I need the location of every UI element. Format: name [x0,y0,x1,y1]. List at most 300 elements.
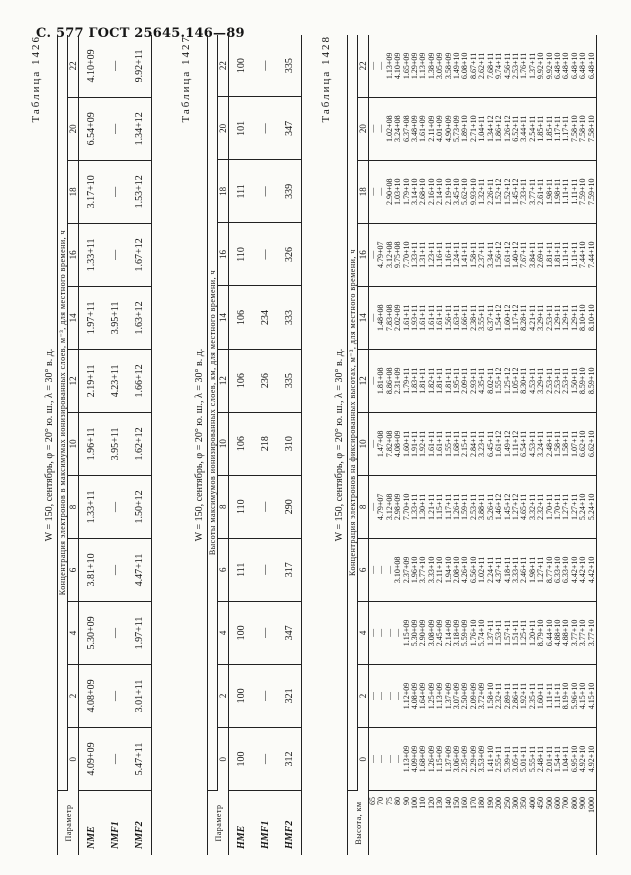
table-cell: 2.53+11 [510,52,520,79]
row-label: HME [235,825,247,849]
table-cell: 6.62+10 [586,430,596,458]
table-cell: 9.74+11 [494,52,504,79]
table-cell: — [368,628,377,637]
table-cell: 1.13+09 [418,52,428,80]
table-cell: 1.79+10 [401,178,411,205]
param-header: Параметр [208,791,229,856]
table-cell: 1.96+11 [79,412,104,475]
table-cell: 1.16+11 [435,241,445,268]
column-header-row [218,35,229,855]
table-cell: 3.77+10 [418,556,428,584]
row-label: HMF2 [283,820,295,849]
table-cell: 2.01+11 [544,745,554,773]
height-value: 300 [510,797,520,809]
table-cell: 1.11+11 [561,178,571,205]
table-cell: 2.98+09 [393,493,403,521]
table-cell: 4.42+10 [569,556,579,584]
table-cell: 1.53+12 [127,160,152,223]
table-cell: 1.37+09 [443,682,453,710]
data-column [369,349,597,412]
table-cell: 4.47+11 [127,538,152,601]
table-cell: 3.33+11 [510,556,520,583]
table-cell: 100 [229,35,254,97]
table-cell: 1.81+11 [443,367,453,394]
column-header: 18 [68,160,79,223]
table-cell: 7.59+10 [578,178,588,205]
table-1428 [347,35,597,855]
table-cell: 1.67+12 [127,223,152,286]
table-cell: 1.68+09 [418,745,428,773]
table-cell: 3.32+11 [527,493,537,520]
table-cell: 8.19+10 [561,682,571,710]
column-header: 22 [68,35,79,97]
table-cell: 3.45+10 [452,178,462,205]
table-cell: 1.98+11 [544,178,554,205]
table-cell: 2.37+11 [477,241,487,268]
table-cell: 8.10+10 [586,304,596,332]
table-cell: 8.02+11 [485,367,495,394]
table-cell: 5.24+10 [578,493,588,521]
table-cell: 3.77+10 [586,619,596,647]
table-cell: — [103,35,127,97]
table-cell: 2.02+09 [393,304,403,332]
table-cell: 5.01+11 [519,745,529,773]
table-cell: — [368,61,377,70]
table-cell: 1.25+12 [502,367,512,395]
table-1428-section [320,35,596,855]
column-header: 14 [358,286,369,349]
table-cell: 310 [277,412,302,475]
table-cell: 1.03+10 [393,178,403,205]
table-cell: 3.06+09 [452,745,462,773]
table-cell: 2.32+11 [494,682,504,710]
table-cell: 1.53+11 [494,619,504,647]
table-cell: 2.08+10 [452,556,462,584]
table-cell: 1.47+08 [376,430,386,458]
rotated-tables [30,35,596,855]
height-value: 180 [477,797,487,809]
table-cell: 1.64+09 [418,682,428,710]
table-cell: 1.66+12 [127,349,152,412]
table-cell: 3.95+11 [103,412,127,475]
table-cell: 1.82+11 [426,367,436,394]
height-value: 130 [435,797,445,809]
data-column [369,475,597,538]
table-cell: 1.60+11 [401,430,411,457]
table-cell: — [376,124,386,133]
table-cell: 6.37+11 [485,304,495,331]
table-cell: — [393,628,403,637]
table-cell: 8.30+11 [519,367,529,394]
table-cell: 1.51+11 [510,619,520,647]
table-row [79,35,104,855]
table-cell: 1.34+12 [127,97,152,160]
table-cell: 8.28+11 [519,304,529,331]
table-cell: 1.30+11 [418,493,428,520]
table-cell: — [384,691,394,700]
table-cell: 2.14+09 [443,619,453,647]
table-cell: 1.92+11 [418,430,428,457]
table-cell: 8.79+10 [536,619,546,647]
table-cell: 2.35+11 [527,682,537,710]
table-cell: 1.45+12 [510,178,520,205]
table-cell: — [376,691,386,700]
table-cell: 3.53+09 [477,745,487,773]
table-cell: 321 [277,664,302,727]
table-cell: 1.89+10 [460,115,470,142]
table-cell: — [384,628,394,637]
table-cell: 1.66+11 [460,304,470,331]
table-cell: 1.61+11 [426,430,436,457]
table-cell: 7.58+10 [586,115,596,142]
height-value: 450 [536,797,546,809]
table-cell: 1.40+12 [510,241,520,268]
table-cell: 106 [229,412,254,475]
table-cell: 4.10+09 [393,52,403,80]
table-cell: 2.19+11 [79,349,104,412]
page-header: С. 577 ГОСТ 25645.146—89 [36,26,245,41]
table-cell: 2.37+09 [401,556,411,584]
table-cell: 4.42+10 [586,556,596,584]
table-cell: 1.62+12 [127,412,152,475]
table-cell: 1.04+11 [477,115,487,142]
table-cell: 335 [277,349,302,412]
table-cell: 1.63+12 [127,286,152,349]
table-cell: 218 [253,412,277,475]
table-cell: — [393,691,403,700]
column-header: 22 [358,35,369,97]
height-value: 140 [443,797,453,809]
table-cell: 1.85+11 [544,115,554,142]
data-column [369,97,597,160]
table-cell: 1.97+11 [79,286,104,349]
table-cell: 1.02+11 [477,556,487,583]
span-header: Высоты максимумов ионизированных слоев, км, для местного времени, ч [208,35,218,791]
table-cell: 1.49+10 [452,52,462,80]
table-caption: Таблица 1426 [30,35,42,123]
row-label: NMF2 [133,821,145,849]
row-label: NMF1 [109,821,121,849]
table-cell: 3.18+09 [452,619,462,647]
table-cell: 2.26+11 [485,178,495,205]
table-cell: — [103,601,127,664]
table-cell: — [368,313,377,322]
table-cell: 1.15+09 [435,745,445,773]
column-header: 18 [218,160,229,223]
table-cell: 1.52+12 [494,178,504,205]
table-cell: 6.48+10 [569,52,579,80]
table-title: W = 150, сентябрь, φ = 20° ю. ш., λ = 30° в. д. [194,348,205,542]
height-value: 70 [376,797,386,805]
table-cell: 1.60+11 [536,682,546,710]
table-cell: 7.82+08 [384,430,394,458]
table-cell: 4.18+11 [502,556,512,583]
table-row [127,35,152,855]
column-header: 12 [358,349,369,412]
table-cell: 2.55+11 [494,745,504,773]
table-cell: 1.60+12 [502,304,512,332]
table-cell: 8.86+08 [384,367,394,395]
table-cell: 1.17+12 [510,304,520,332]
table-cell: 4.65+11 [519,493,529,520]
table-cell: 1.12+09 [401,682,411,710]
table-cell: — [253,664,277,727]
table-cell: 1.83+11 [410,367,420,394]
table-cell: 6.48+10 [561,52,571,80]
table-cell: 1.79+11 [401,367,411,394]
column-header: 0 [218,727,229,790]
column-header: 20 [68,97,79,160]
table-cell: 5.26+11 [485,493,495,520]
table-cell: 1.24+11 [452,241,462,268]
data-column [369,223,597,286]
table-cell: 6.33+10 [552,556,562,584]
table-cell: — [103,475,127,538]
table-title: W = 150, сентябрь, φ = 20° ю. ш., λ = 30° в. д. [44,348,55,542]
table-cell: 1.34+12 [485,115,495,142]
table-cell: — [368,376,377,385]
table-cell: 3.77+10 [569,619,579,647]
table-cell: 1.81+11 [552,241,562,268]
table-cell: 2.48+11 [544,430,554,457]
table-cell: 1.76+11 [519,52,529,79]
table-cell: 1.23+11 [426,241,436,268]
span-header: Концентрация электронов в максимумах ионизированных слоев, м⁻³, для местного времени, ч [58,35,68,791]
table-cell: 1.70+11 [544,493,554,520]
table-cell: 7.33+11 [519,178,529,205]
table-cell: 4.21+11 [527,304,537,331]
table-cell: 6.44+10 [544,619,554,647]
table-cell: 3.29+11 [536,367,546,394]
table-cell: 1.54+12 [494,304,504,332]
table-cell: 290 [277,475,302,538]
table-cell: 1.11+11 [544,683,554,709]
table-cell: 9.92+11 [127,35,152,97]
table-cell: 5.47+11 [127,727,152,790]
column-header: 10 [68,412,79,475]
table-cell: 2.61+11 [536,178,546,205]
table-cell: 2.53+11 [552,367,562,394]
table-cell: — [384,565,394,574]
table-cell: 6.37+08 [401,115,411,142]
table-cell: 4.37+11 [494,556,504,583]
table-cell: 1.81+11 [435,367,445,394]
table-cell: 1.13+09 [401,745,411,773]
table-cell: 6.52+11 [510,115,520,142]
table-cell: 1.29+11 [561,304,571,331]
table-cell: 1.07+11 [569,430,579,457]
table-cell: 5.62+10 [460,178,470,205]
table-cell: 100 [229,727,254,790]
table-cell: 6.45+11 [485,430,495,457]
table-cell: 333 [277,286,302,349]
column-header: 4 [358,601,369,664]
table-cell: 2.89+11 [502,682,512,710]
table-cell: 3.34+11 [485,241,495,268]
table-cell: 1.26+09 [426,745,436,773]
table-cell: 2.53+11 [468,493,478,520]
table-cell: 1.81+11 [544,241,554,268]
table-cell: — [376,61,386,70]
table-cell: 3.58+09 [443,52,453,80]
table-cell: 1.61+12 [494,430,504,458]
table-cell: 1.26+11 [452,493,462,520]
table-cell: 1.33+11 [410,241,420,268]
height-value: 65 [368,797,377,805]
table-cell: 1.58+11 [468,241,478,268]
table-cell: 2.09+09 [468,682,478,710]
table-cell: 3.55+11 [477,304,487,331]
table-cell: 1.56+11 [443,304,453,331]
table-cell: 7.58+10 [569,115,579,142]
table-cell: 1.92+11 [519,682,529,710]
table-cell: 7.59+10 [586,178,596,205]
data-column [369,160,597,223]
column-header: 16 [358,223,369,286]
table-cell: 1.57+11 [502,619,512,647]
table-cell: 8.77+10 [544,556,554,584]
table-cell: 1.16+11 [443,241,453,268]
data-column [369,538,597,601]
table-cell: 1.61+11 [435,304,445,331]
table-cell: 7.83+08 [384,304,394,332]
table-cell: 1.29+09 [410,52,420,80]
table-cell: 3.24+08 [393,115,403,142]
table-cell: 1.37+11 [485,619,495,647]
table-cell: 3.48+09 [410,115,420,142]
table-cell: 3.07+09 [452,682,462,710]
table-cell: 3.24+11 [536,430,546,457]
table-cell: — [376,565,386,574]
table-cell: 7.68+11 [485,52,495,79]
table-cell: 1.81+11 [418,367,428,394]
column-header: 22 [218,35,229,97]
table-cell: 2.69+11 [536,241,546,268]
table-cell: 1.61+09 [418,115,428,142]
table-cell: 2.31+09 [393,367,403,395]
table-cell: 2.62+11 [477,52,487,79]
table-cell: 3.88+11 [477,493,487,520]
table-cell: 2.90+09 [418,619,428,647]
table-cell: 3.77+11 [527,178,537,205]
column-header: 6 [358,538,369,601]
height-value: 250 [502,797,512,809]
table-cell: 2.53+11 [544,304,554,331]
table-cell: 101 [229,97,254,160]
table-cell: — [253,223,277,286]
table-cell: — [253,727,277,790]
table-cell: 5.73+09 [452,115,462,142]
column-header: 4 [218,601,229,664]
table-cell: 4.88+10 [552,619,562,647]
table-cell: 1.76+10 [468,619,478,647]
table-cell: 4.08+09 [410,682,420,710]
table-cell: 2.35+09 [460,745,470,773]
table-cell: 5.24+10 [586,493,596,521]
table-cell: 1.41+11 [460,241,470,268]
table-cell: 3.84+11 [527,241,537,268]
table-cell: 7.44+10 [586,241,596,268]
table-cell: — [103,223,127,286]
table-cell: 2.53+11 [561,367,571,394]
table-cell: 1.17+11 [443,493,453,520]
height-value: 700 [561,797,571,809]
table-cell: 1.50+11 [569,367,579,394]
table-cell: 3.17+10 [79,160,104,223]
height-value: 110 [418,797,428,809]
table-cell: 1.33+11 [79,475,104,538]
table-cell: 5.55+11 [527,745,537,773]
column-header: 12 [68,349,79,412]
column-header: 10 [358,412,369,475]
table-cell: 1.17+11 [561,115,571,142]
table-cell: 1.59+11 [460,493,470,520]
table-cell: 1.48+08 [376,304,386,332]
table-cell: 326 [277,223,302,286]
height-value: 90 [401,797,411,805]
height-value: 400 [527,797,537,809]
span-header: Концентрация электронов на фиксированных высотах, м⁻³, для местного времени, ч [348,35,358,791]
table-cell: 3.95+11 [103,286,127,349]
table-cell: 4.08+09 [393,430,403,458]
table-cell: 2.93+11 [468,367,478,394]
table-cell: 1.27+11 [536,556,546,583]
table-cell: 4.01+09 [435,115,445,142]
table-cell: 2.15+11 [460,430,470,457]
table-cell: 110 [229,223,254,286]
table-cell: 106 [229,349,254,412]
table-cell: 1.11+11 [552,683,562,709]
table-cell: 8.67+11 [468,52,478,79]
table-cell: 1.37+11 [527,52,537,79]
table-cell: 2.19+10 [443,178,453,205]
table-cell: 6.62+10 [578,430,588,458]
table-cell: — [253,601,277,664]
table-cell: 1.25+09 [426,682,436,710]
column-header: 2 [358,664,369,727]
table-cell: — [368,565,377,574]
column-header: 20 [358,97,369,160]
column-header-row [358,35,369,855]
table-cell: 1.33+11 [79,223,104,286]
column-header: 8 [68,475,79,538]
table-cell: 1.11+11 [561,241,571,268]
height-value: 900 [578,797,588,809]
table-cell: 1.94+10 [443,556,453,584]
table-cell: — [376,187,386,196]
column-header: 6 [218,538,229,601]
table-cell: 5.39+11 [502,745,512,773]
column-header: 0 [68,727,79,790]
table-cell: 1.33+11 [410,493,420,520]
table-cell: — [103,97,127,160]
table-cell: 2.50+09 [460,682,470,710]
height-value: 100 [410,797,420,809]
table-cell: 2.24+11 [485,556,495,583]
table-cell: 1.11+11 [569,241,579,268]
column-header: 12 [218,349,229,412]
table-cell: 6.48+10 [578,52,588,80]
table-cell: 2.68+10 [418,178,428,205]
table-cell: 4.35+11 [477,367,487,394]
table-caption: Таблица 1428 [320,35,332,123]
height-value: 80 [393,797,403,805]
table-cell: 6.95+10 [569,745,579,773]
height-value: 150 [452,797,462,809]
table-cell: 3.77+10 [578,619,588,647]
table-cell: 7.70+10 [401,241,411,268]
table-cell: — [368,250,377,259]
